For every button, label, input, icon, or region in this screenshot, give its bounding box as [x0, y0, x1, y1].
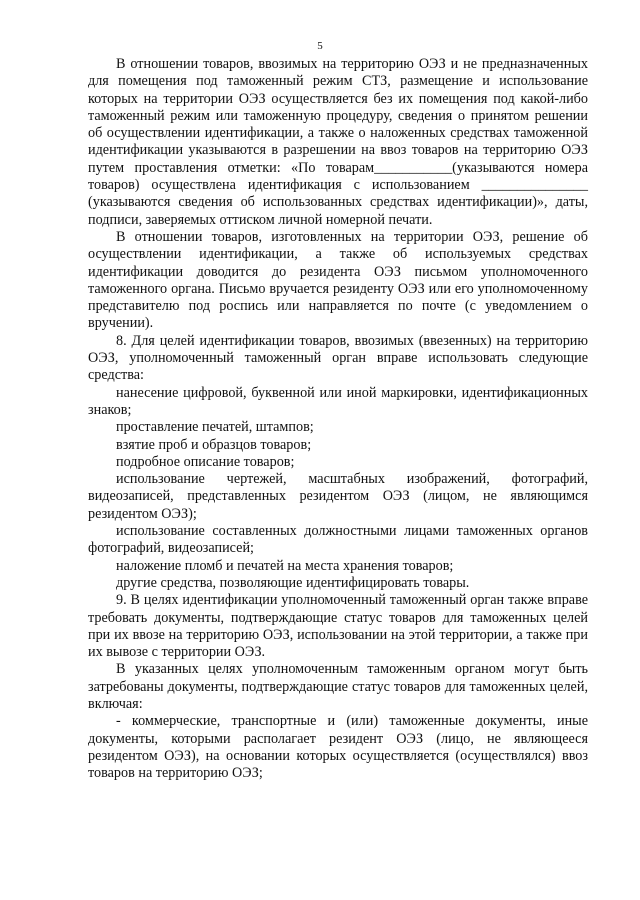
document-body: [88, 56, 588, 782]
list-item-officer-photos: использование составленных должностными лицами таможенных органов фотографий, видеозаписей;: [88, 523, 588, 557]
page-number: 5: [317, 40, 323, 52]
list-item-drawings-photos: использование чертежей, масштабных изображений, фотографий, видеозаписей, представленных резидентом ОЭЗ (лицом, не являющимся резидентом ОЭЗ);: [88, 471, 588, 522]
list-item-commercial-documents: - коммерческие, транспортные и (или) таможенные документы, иные документы, которыми располагает резидент ОЭЗ (лицо, не являющееся резидентом ОЭЗ), на основании которых осуществляется (осуществлялся) ввоз товаров на территорию ОЭЗ;: [88, 713, 588, 782]
paragraph-goods-produced-in-sez: В отношении товаров, изготовленных на территории ОЭЗ, решение об осуществлении идентификации, а также об используемых средствах идентификации доводится до резидента ОЭЗ письмом уполномоченного таможенного органа. Письмо вручается резиденту ОЭЗ или его уполномоченному представителю под роспись или направляется по почте (с уведомлением о вручении).: [88, 228, 588, 332]
list-item-samples: взятие проб и образцов товаров;: [116, 436, 312, 453]
list-item-other-means: другие средства, позволяющие идентифицировать товары.: [116, 574, 470, 591]
paragraph-item-8: 8. Для целей идентификации товаров, ввозимых (ввезенных) на территорию ОЭЗ, уполномоченный таможенный орган вправе использовать следующие средства:: [88, 332, 588, 384]
paragraph-identification-marks: В отношении товаров, ввозимых на территорию ОЭЗ и не предназначенных для помещения под таможенный режим СТЗ, размещение и использование которых на территории ОЭЗ осуществляется без их помещения под какой-либо таможенный режим или таможенную процедуру, сведения о принятом решении об осуществлении идентификации, а также о наложенных средствах таможенной идентификации указываются в разрешении на ввоз товаров на территорию ОЭЗ путем проставления отметки: «По товарам___________(указываются номера товаров) осуществлена идентификация с использованием _______________ (указываются сведения об использованных средствах идентификации)», даты, подписи, заверяемых оттиском личной номерной печати.: [88, 56, 588, 228]
list-item-storage-seals: наложение пломб и печатей на места хранения товаров;: [116, 557, 454, 574]
paragraph-item-9: 9. В целях идентификации уполномоченный таможенный орган также вправе требовать документы, подтверждающие статус товаров для таможенных целей при их ввозе на территорию ОЭЗ, использовании на этой территории, а также при их вывозе с территории ОЭЗ.: [88, 592, 588, 661]
list-item-description: подробное описание товаров;: [116, 453, 295, 470]
list-item-seals-stamps: проставление печатей, штампов;: [116, 419, 314, 436]
paragraph-required-documents: В указанных целях уполномоченным таможенным органом могут быть затребованы документы, подтверждающие статус товаров для таможенных целей, включая:: [88, 661, 588, 712]
list-item-marking: нанесение цифровой, буквенной или иной маркировки, идентификационных знаков;: [88, 384, 588, 418]
